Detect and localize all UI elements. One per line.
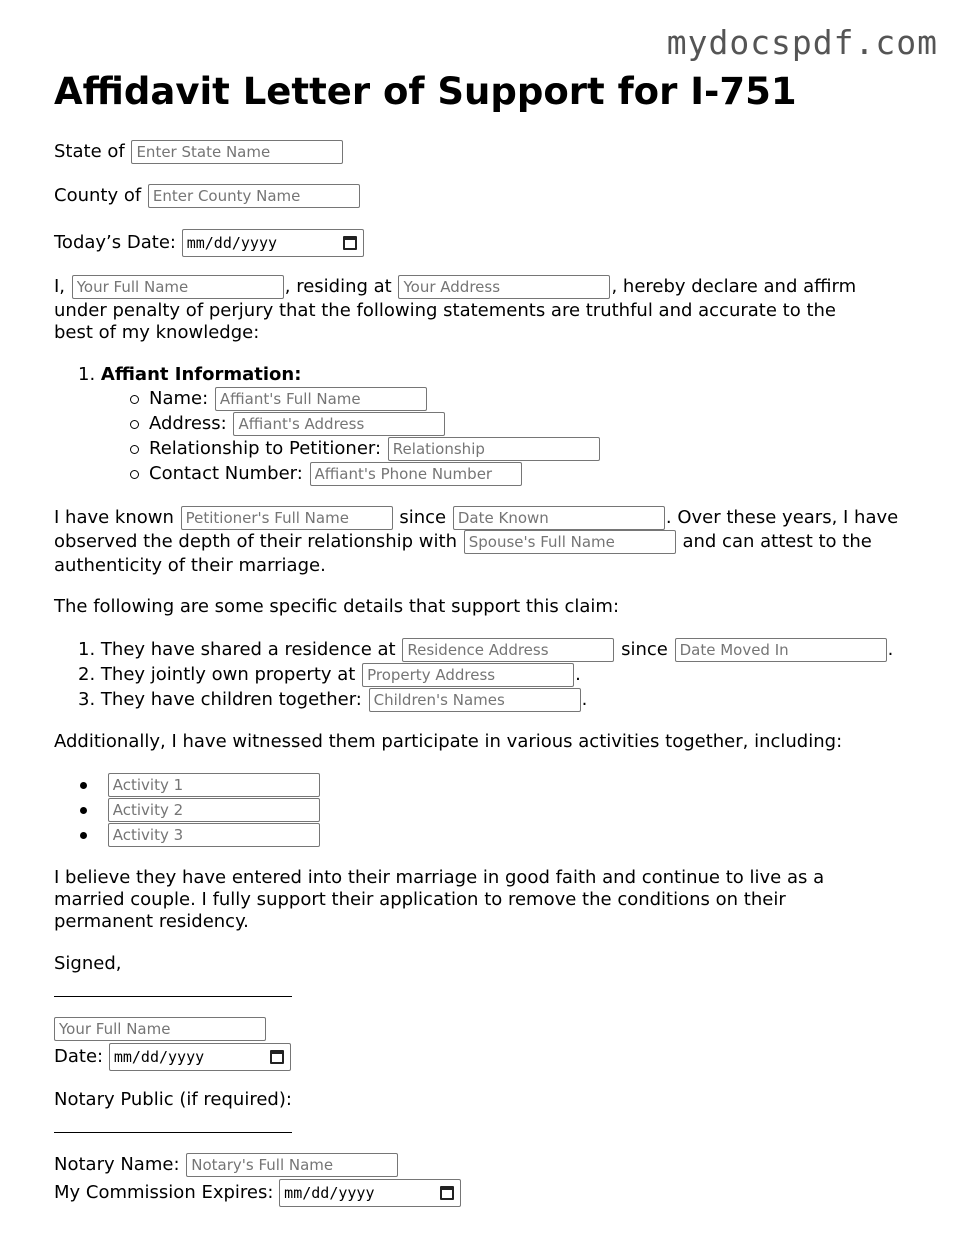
your-name-input[interactable] bbox=[72, 275, 284, 299]
intro-line-3: best of my knowledge: bbox=[54, 322, 260, 343]
signature-line bbox=[54, 996, 292, 997]
disc-bullet-icon bbox=[80, 782, 87, 789]
detail-3-number: 3. bbox=[78, 689, 96, 710]
notary-signature-line bbox=[54, 1132, 292, 1133]
state-input[interactable] bbox=[131, 140, 343, 164]
county-row bbox=[54, 184, 361, 208]
disc-bullet-icon bbox=[80, 832, 87, 839]
circle-bullet-icon bbox=[130, 420, 139, 429]
detail-1-end: . bbox=[887, 639, 894, 660]
intro-i: I, bbox=[54, 276, 66, 297]
activity-3-input[interactable] bbox=[108, 823, 320, 847]
signature-name-input[interactable] bbox=[54, 1017, 266, 1041]
detail-2-number: 2. bbox=[78, 664, 96, 685]
notary-name-label: Notary Name: bbox=[54, 1154, 180, 1175]
affiant-relationship-label: Relationship to Petitioner: bbox=[149, 438, 382, 459]
today-date-label: Today’s Date: bbox=[54, 232, 176, 253]
date-moved-in-input[interactable] bbox=[675, 638, 887, 662]
affiant-name-row bbox=[130, 387, 428, 411]
known-line-3: authenticity of their marriage. bbox=[54, 555, 326, 576]
affiant-contact-label: Contact Number: bbox=[149, 463, 303, 484]
circle-bullet-icon bbox=[130, 470, 139, 479]
known-line-1 bbox=[54, 506, 898, 530]
affiant-phone-input[interactable] bbox=[310, 462, 522, 486]
affiant-heading bbox=[78, 364, 301, 386]
intro-residing: , residing at bbox=[284, 276, 392, 297]
known-since: since bbox=[399, 507, 447, 528]
detail-item-2 bbox=[78, 663, 581, 687]
known-attest: and can attest to the bbox=[682, 531, 872, 552]
intro-line-1 bbox=[54, 275, 856, 299]
circle-bullet-icon bbox=[130, 395, 139, 404]
today-date-input[interactable] bbox=[182, 229, 364, 257]
spouse-name-input[interactable] bbox=[464, 530, 676, 554]
affiant-address-row bbox=[130, 412, 446, 436]
signed-label: Signed, bbox=[54, 953, 122, 974]
date-placeholder: mm/dd/yyyy bbox=[186, 234, 278, 252]
activity-1-input[interactable] bbox=[108, 773, 320, 797]
detail-1-text: They have shared a residence at bbox=[100, 639, 396, 660]
affiant-name-label: Name: bbox=[149, 388, 209, 409]
petitioner-name-input[interactable] bbox=[181, 506, 393, 530]
date-placeholder: mm/dd/yyyy bbox=[284, 1184, 375, 1202]
detail-2-end: . bbox=[575, 664, 581, 685]
affiant-relationship-row bbox=[130, 437, 601, 461]
county-input[interactable] bbox=[148, 184, 360, 208]
affiant-address-input[interactable] bbox=[233, 412, 445, 436]
intro-declare: , hereby declare and affirm bbox=[611, 276, 857, 297]
details-intro: The following are some specific details that support this claim: bbox=[54, 596, 620, 617]
date-placeholder: mm/dd/yyyy bbox=[113, 1048, 205, 1066]
state-label: State of bbox=[54, 141, 125, 162]
belief-line-2: married couple. I fully support their application to remove the conditions on their bbox=[54, 889, 786, 910]
today-date-row bbox=[54, 229, 364, 257]
your-address-input[interactable] bbox=[398, 275, 610, 299]
detail-item-1 bbox=[78, 638, 893, 662]
belief-line-1: I believe they have entered into their marriage in good faith and continue to live as a bbox=[54, 867, 825, 888]
calendar-icon[interactable] bbox=[440, 1186, 454, 1200]
date-known-input[interactable] bbox=[453, 506, 665, 530]
commission-expires-input[interactable] bbox=[279, 1179, 461, 1207]
property-address-input[interactable] bbox=[362, 663, 574, 687]
affiant-number: 1. bbox=[78, 364, 96, 385]
county-label: County of bbox=[54, 185, 142, 206]
detail-1-number: 1. bbox=[78, 639, 96, 660]
signature-name-row bbox=[54, 1017, 267, 1041]
signature-date-label: Date: bbox=[54, 1046, 104, 1067]
affiant-relationship-input[interactable] bbox=[388, 437, 600, 461]
activity-row-3 bbox=[80, 823, 321, 847]
notary-expires-label: My Commission Expires: bbox=[54, 1182, 274, 1203]
notary-expires-row bbox=[54, 1179, 461, 1207]
activity-row-1 bbox=[80, 773, 321, 797]
calendar-icon[interactable] bbox=[343, 236, 357, 250]
detail-item-3 bbox=[78, 688, 587, 712]
affiant-address-label: Address: bbox=[149, 413, 227, 434]
notary-heading: Notary Public (if required): bbox=[54, 1089, 292, 1110]
page-title: Affidavit Letter of Support for I-751 bbox=[54, 70, 797, 113]
affiant-contact-row bbox=[130, 462, 523, 486]
affiant-name-input[interactable] bbox=[215, 387, 427, 411]
known-line-2 bbox=[54, 530, 872, 554]
notary-name-row bbox=[54, 1153, 399, 1177]
signature-date-input[interactable] bbox=[109, 1043, 291, 1071]
detail-2-text: They jointly own property at bbox=[100, 664, 356, 685]
detail-3-end: . bbox=[581, 689, 588, 710]
known-prefix: I have known bbox=[54, 507, 174, 528]
circle-bullet-icon bbox=[130, 445, 139, 454]
affiant-heading-text: Affiant Information: bbox=[100, 364, 302, 385]
watermark: mydocspdf.com bbox=[666, 23, 938, 62]
state-row bbox=[54, 140, 344, 164]
activity-2-input[interactable] bbox=[108, 798, 320, 822]
intro-line-2: under penalty of perjury that the following statements are truthful and accurate to the bbox=[54, 300, 836, 321]
calendar-icon[interactable] bbox=[270, 1050, 284, 1064]
detail-1-since: since bbox=[621, 639, 668, 660]
belief-line-3: permanent residency. bbox=[54, 911, 249, 932]
activities-intro: Additionally, I have witnessed them participate in various activities together, including: bbox=[54, 731, 843, 752]
known-over: . Over these years, I have bbox=[665, 507, 899, 528]
detail-3-text: They have children together: bbox=[100, 689, 362, 710]
disc-bullet-icon bbox=[80, 807, 87, 814]
signature-date-row bbox=[54, 1043, 291, 1071]
residence-address-input[interactable] bbox=[402, 638, 614, 662]
notary-name-input[interactable] bbox=[186, 1153, 398, 1177]
children-names-input[interactable] bbox=[369, 688, 581, 712]
activity-row-2 bbox=[80, 798, 321, 822]
known-observed: observed the depth of their relationship with bbox=[54, 531, 457, 552]
